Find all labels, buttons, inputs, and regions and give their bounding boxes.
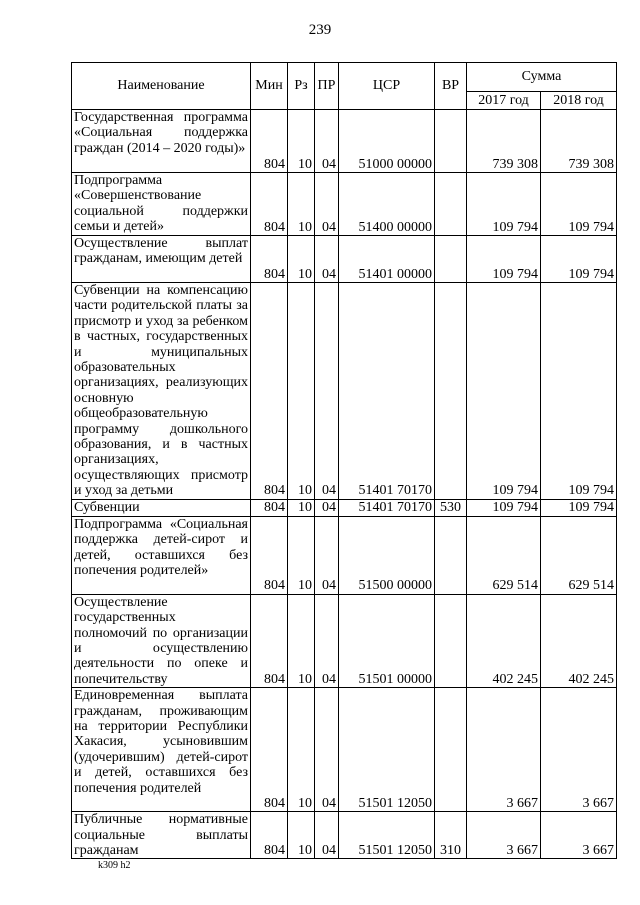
header-vr: ВР (435, 63, 467, 110)
row-rz: 10 (288, 283, 315, 500)
table-row (72, 516, 617, 594)
row-vr (435, 236, 467, 283)
table-row (72, 110, 617, 173)
row-2018: 3 667 (541, 812, 617, 859)
row-rz: 10 (288, 688, 315, 812)
row-vr (435, 110, 467, 173)
header-rz: Рз (288, 63, 315, 110)
header-min: Мин (251, 63, 288, 110)
row-csr: 51400 00000 (339, 173, 435, 236)
row-min: 804 (251, 594, 288, 687)
row-csr: 51500 00000 (339, 516, 435, 594)
row-csr: 51401 70170 (339, 499, 435, 516)
row-min: 804 (251, 236, 288, 283)
row-csr: 51000 00000 (339, 110, 435, 173)
row-vr (435, 283, 467, 500)
row-2018: 109 794 (541, 499, 617, 516)
row-vr: 310 (435, 812, 467, 859)
row-2018: 629 514 (541, 516, 617, 594)
row-min: 804 (251, 688, 288, 812)
row-pr: 04 (315, 110, 339, 173)
row-min: 804 (251, 516, 288, 594)
row-min: 804 (251, 812, 288, 859)
row-pr: 04 (315, 812, 339, 859)
row-vr (435, 594, 467, 687)
row-pr: 04 (315, 283, 339, 500)
table-row (72, 173, 617, 236)
row-min: 804 (251, 499, 288, 516)
row-min: 804 (251, 110, 288, 173)
header-sum: Сумма (467, 63, 617, 92)
header-csr: ЦСР (339, 63, 435, 110)
row-rz: 10 (288, 236, 315, 283)
table-row (72, 283, 617, 500)
table-row (72, 688, 617, 812)
row-2018: 402 245 (541, 594, 617, 687)
row-csr: 51501 00000 (339, 594, 435, 687)
row-2018: 739 308 (541, 110, 617, 173)
row-2017: 109 794 (467, 173, 541, 236)
row-pr: 04 (315, 173, 339, 236)
row-name: Государственная программа «Социальная поддержка граждан (2014 – 2020 годы)» (72, 110, 251, 173)
row-2017: 739 308 (467, 110, 541, 173)
header-row (72, 63, 617, 92)
document-code: k309 h2 (98, 860, 131, 871)
row-vr (435, 173, 467, 236)
row-2018: 109 794 (541, 236, 617, 283)
row-rz: 10 (288, 812, 315, 859)
table-row (72, 812, 617, 859)
header-pr: ПР (315, 63, 339, 110)
row-min: 804 (251, 173, 288, 236)
row-2018: 109 794 (541, 173, 617, 236)
row-name: Публичные нормативные социальные выплаты гражданам (72, 812, 251, 859)
budget-table (71, 62, 617, 859)
row-vr (435, 688, 467, 812)
row-name: Осуществление выплат гражданам, имеющим детей (72, 236, 251, 283)
row-2017: 109 794 (467, 499, 541, 516)
row-2017: 402 245 (467, 594, 541, 687)
page-number: 239 (308, 22, 332, 38)
row-rz: 10 (288, 594, 315, 687)
table-row (72, 236, 617, 283)
header-name: Наименование (72, 63, 251, 110)
row-vr: 530 (435, 499, 467, 516)
row-2017: 629 514 (467, 516, 541, 594)
row-csr: 51501 12050 (339, 812, 435, 859)
row-name: Подпрограмма «Социальная поддержка детей-сирот и детей, оставшихся без попечения родителей» (72, 516, 251, 594)
row-vr (435, 516, 467, 594)
header-2018: 2018 год (541, 92, 617, 110)
row-pr: 04 (315, 499, 339, 516)
row-rz: 10 (288, 110, 315, 173)
row-name: Субвенции (72, 499, 251, 516)
row-rz: 10 (288, 516, 315, 594)
row-csr: 51501 12050 (339, 688, 435, 812)
row-2017: 3 667 (467, 812, 541, 859)
row-pr: 04 (315, 236, 339, 283)
row-pr: 04 (315, 594, 339, 687)
table-row (72, 594, 617, 687)
row-csr: 51401 70170 (339, 283, 435, 500)
row-name: Подпрограмма «Совершенствование социальной поддержки семьи и детей» (72, 173, 251, 236)
row-2018: 109 794 (541, 283, 617, 500)
row-min: 804 (251, 283, 288, 500)
row-csr: 51401 00000 (339, 236, 435, 283)
row-2017: 3 667 (467, 688, 541, 812)
row-name: Осуществление государственных полномочий по организации и осуществлению деятельности по опеке и попечительству (72, 594, 251, 687)
row-name: Субвенции на компенсацию части родительской платы за присмотр и уход за ребенком в частных, государственных и муниципальных образовательных организациях, реализующих основную общеобразовательную программу дошкольного образования, и в частных организациях, осуществляющих присмотр и уход за детьми (72, 283, 251, 500)
table-row (72, 499, 617, 516)
row-2017: 109 794 (467, 283, 541, 500)
row-pr: 04 (315, 688, 339, 812)
row-pr: 04 (315, 516, 339, 594)
row-rz: 10 (288, 173, 315, 236)
row-name: Единовременная выплата гражданам, проживающим на территории Республики Хакасия, усыновившим (удочерившим) детей-сирот и детей, оставшихся без попечения родителей (72, 688, 251, 812)
row-2017: 109 794 (467, 236, 541, 283)
row-rz: 10 (288, 499, 315, 516)
row-2018: 3 667 (541, 688, 617, 812)
header-2017: 2017 год (467, 92, 541, 110)
